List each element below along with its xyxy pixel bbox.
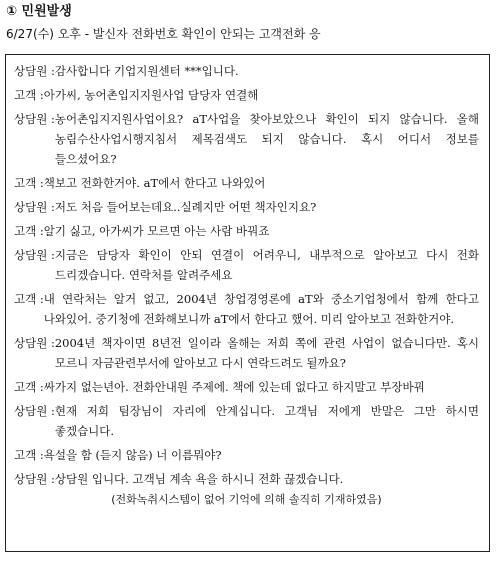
speaker-label: 상담원 :: [14, 248, 55, 262]
dialogue-text: 욕설을 함 (듣지 않음) 너 이름뭐야?: [43, 448, 222, 462]
dialogue-line: [14, 289, 479, 329]
section-heading: ① 민원발생: [6, 4, 72, 19]
dialogue-text: 아가씨, 농어촌입지지원사업 담당자 연결해: [43, 88, 259, 102]
dialogue-line: [14, 245, 479, 285]
dialogue-text: 저도 처음 들어보는데요..실례지만 어떤 책자인지요?: [54, 200, 317, 214]
dialogue-line: [14, 85, 479, 105]
footnote: (전화녹취시스템이 없어 기억에 의해 솔직히 기재하였음): [111, 493, 382, 506]
speaker-label: 고객 :: [14, 292, 44, 306]
dialogue-line: [14, 445, 479, 465]
speaker-label: 상담원 :: [14, 472, 55, 486]
speaker-label: 상담원 :: [14, 112, 55, 126]
dialogue-text: 농어촌입지지원사업이요? aT사업을 찾아보았으나 확인이 되지 않습니다. 올해 농림수산사업시행지침서 제목검색도 되지 않습니다. 혹시 어디서 정보를 들으셨어요?: [54, 112, 479, 166]
dialogue-text: 2004년 책자이면 8년전 일이라 올해는 저희 쪽에 관련 사업이 없습니다만. 혹시 모르니 자금관련부서에 알아보고 다시 연락드려도 될까요?: [54, 336, 479, 370]
dialogue-box: [5, 54, 490, 552]
speaker-label: 고객 :: [14, 224, 44, 238]
dialogue-line: [14, 61, 479, 81]
speaker-label: 고객 :: [14, 448, 44, 462]
dialogue-text: 감사합니다 기업지원센터 ***입니다.: [54, 64, 239, 78]
speaker-label: 고객 :: [14, 176, 44, 190]
dialogue-line: [14, 377, 479, 397]
speaker-label: 고객 :: [14, 88, 44, 102]
dialogue-text: 알기 싫고, 아가씨가 모르면 아는 사람 바꿔죠: [43, 224, 270, 238]
dialogue-text: 상담원 입니다. 고객님 계속 욕을 하시니 전화 끊겠습니다.: [54, 472, 344, 486]
dialogue-text: 지금은 담당자 확인이 안되 연결이 어려우니, 내부적으로 알아보고 다시 전화 드리겠습니다. 연락처를 알려주세요: [54, 248, 479, 282]
dialogue-line: [14, 197, 479, 217]
dialogue-line: [14, 333, 479, 373]
speaker-label: 상담원 :: [14, 404, 55, 418]
dialogue-line: [14, 221, 479, 241]
speaker-label: 고객 :: [14, 380, 44, 394]
dialogue-line: [14, 173, 479, 193]
dialogue-line: [14, 109, 479, 169]
dialogue-text: 현재 저희 팀장님이 자리에 안계십니다. 고객님 저에게 반말은 그만 하시면 좋겠습니다.: [54, 404, 479, 438]
incident-summary: 6/27(수) 오후 - 발신자 전화번호 확인이 안되는 고객전화 응: [6, 27, 321, 41]
speaker-label: 상담원 :: [14, 336, 55, 350]
dialogue-line: [14, 469, 479, 489]
speaker-label: 상담원 :: [14, 64, 55, 78]
dialogue-line: [14, 401, 479, 441]
dialogue-text: 책보고 전화한거야. aT에서 한다고 나와있어: [43, 176, 266, 190]
dialogue-text: 싸가지 없는년아. 전화안내원 주제에. 책에 있는데 없다고 하지말고 부장바꿔: [43, 380, 425, 394]
speaker-label: 상담원 :: [14, 200, 55, 214]
dialogue-text: 내 연락처는 알거 없고, 2004년 창업경영론에 aT와 중소기업청에서 함께 한다고 나와있어. 중기청에 전화해보니까 aT에서 한다고 했어. 미리 알아보고 전화한거야.: [43, 292, 479, 326]
